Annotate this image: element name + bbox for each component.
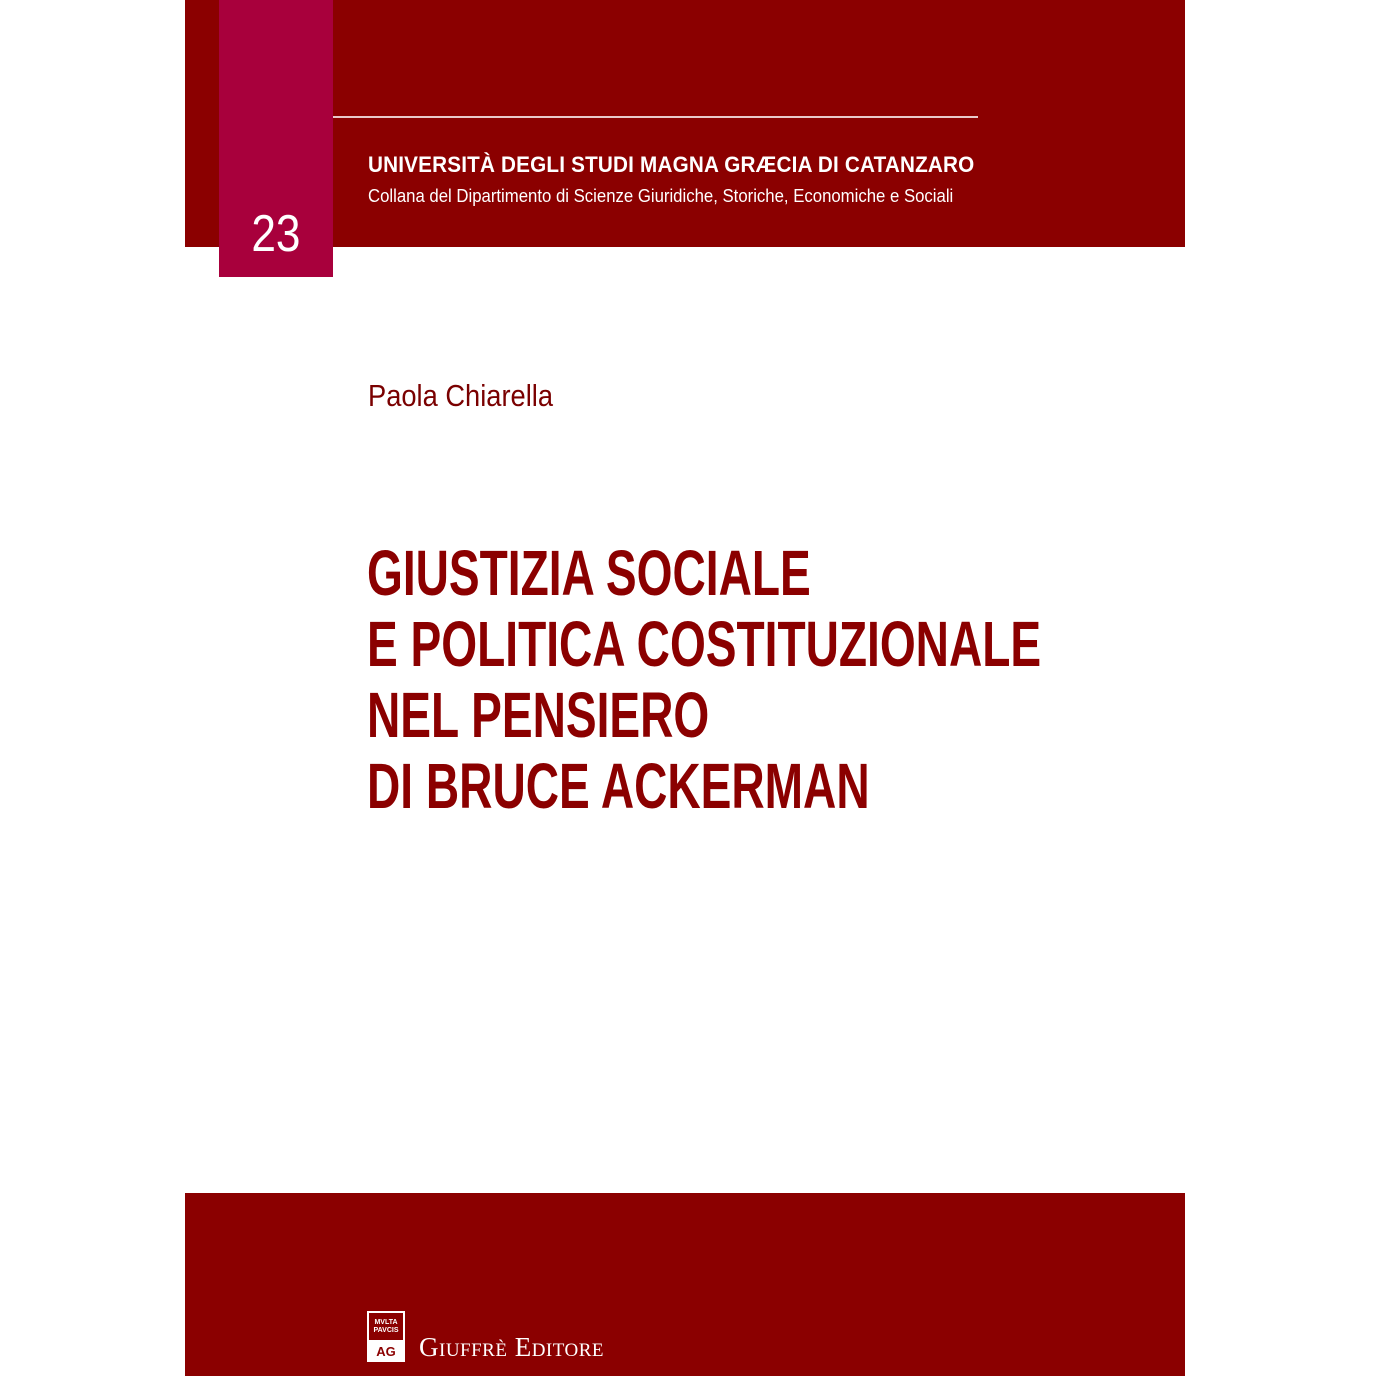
bottom-band (185, 1193, 1185, 1376)
series-number-tab (219, 0, 333, 277)
publisher-logo (367, 1311, 405, 1362)
title-line: GIUSTIZIA SOCIALE (367, 537, 811, 609)
title-line: DI BRUCE ACKERMAN (367, 750, 870, 822)
book-title (367, 538, 1041, 822)
series-number: 23 (251, 205, 301, 263)
university-name: UNIVERSITÀ DEGLI STUDI MAGNA GRÆCIA DI CATANZARO (368, 152, 975, 177)
series-description: Collana del Dipartimento di Scienze Giuridiche, Storiche, Economiche e Sociali (368, 186, 954, 206)
publisher-name: Giuffrè Editore (419, 1332, 605, 1362)
top-band (185, 0, 1185, 263)
logo-motto-line: MVLTA (374, 1318, 398, 1326)
header-rule (333, 116, 978, 118)
logo-motto-line: PAVCIS (373, 1326, 399, 1334)
logo-initials: AG (376, 1343, 396, 1359)
book-cover (185, 0, 1185, 1376)
title-line: NEL PENSIERO (367, 679, 710, 751)
author-name: Paola Chiarella (368, 378, 554, 413)
logo-initials-box (369, 1342, 403, 1360)
logo-motto (369, 1313, 403, 1342)
title-line: E POLITICA COSTITUZIONALE (367, 608, 1042, 680)
